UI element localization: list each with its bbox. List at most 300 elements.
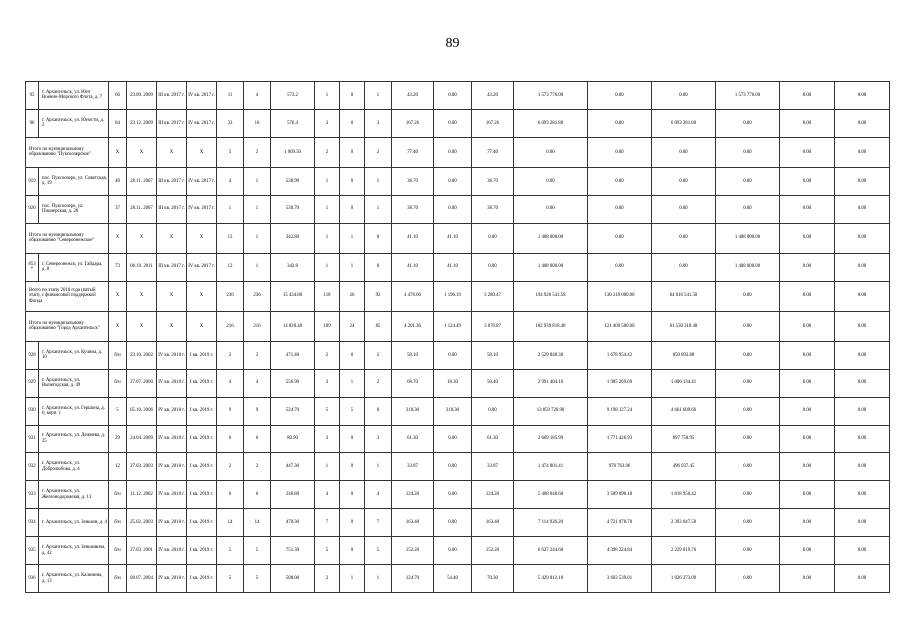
table-cell: 0.00 — [835, 167, 890, 195]
table-cell: 1 408 000.00 — [514, 253, 588, 281]
table-cell: 2 — [315, 565, 340, 593]
table-cell: 0.00 — [434, 109, 472, 137]
table-cell: 124.20 — [472, 481, 514, 509]
table-cell: 1 069.50 — [271, 137, 315, 167]
table-cell: 0.00 — [835, 341, 890, 369]
table-cell: 2 529 848.30 — [514, 341, 588, 369]
table-cell: 0 — [340, 167, 365, 195]
table-cell: X — [127, 137, 157, 167]
table-cell: 43.20 — [392, 82, 434, 110]
table-cell: X — [109, 223, 127, 253]
table-cell: 11.12. 2002 — [127, 481, 157, 509]
table-cell: 121 409 500.00 — [588, 311, 652, 341]
table-cell: 2 — [315, 137, 340, 167]
table-cell: 0.00 — [780, 82, 835, 110]
table-cell: 54.40 — [434, 565, 472, 593]
table-cell: 28.11. 2007 — [127, 195, 157, 223]
table-cell: 0.00 — [434, 537, 472, 565]
summary-label: Итого по муниципальному образованию "Пуксоозерское" — [26, 137, 109, 167]
table-cell: 41.10 — [434, 223, 472, 253]
table-cell: 0.00 — [780, 137, 835, 167]
table-cell: 0.00 — [835, 481, 890, 509]
table-cell: 0.00 — [514, 195, 588, 223]
table-cell: 0.00 — [716, 341, 780, 369]
table-cell: 2 229 019.76 — [652, 537, 716, 565]
table-cell: IV кв. 2018 г. — [157, 397, 187, 425]
table-cell: 5 — [217, 565, 244, 593]
table-cell: 124.70 — [392, 565, 434, 593]
table-cell: 13 — [217, 253, 244, 281]
address-cell: г. Архангельск, ул. Вычегодская, д. 49 — [39, 369, 109, 397]
table-cell: 24 — [340, 311, 365, 341]
address-cell: г. Архангельск, ул. Гершона, д. 6, корп. 1 — [39, 397, 109, 425]
table-cell: 1 — [365, 82, 392, 110]
table-cell: 0.00 — [780, 397, 835, 425]
row-number-cell: 930 — [26, 397, 39, 425]
table-cell: 38.70 — [472, 195, 514, 223]
table-cell: 6 — [244, 481, 271, 509]
table-cell: 2 669 185.99 — [514, 425, 588, 453]
table-cell: 14 — [217, 509, 244, 537]
table-cell: 61.30 — [392, 425, 434, 453]
table-cell: 23.12. 2009 — [127, 109, 157, 137]
table-cell: 0 — [340, 453, 365, 481]
table-cell: 0.00 — [835, 537, 890, 565]
table-cell: 1 — [217, 195, 244, 223]
table-cell: 25.02. 2003 — [127, 509, 157, 537]
table-cell: 163.40 — [392, 509, 434, 537]
table-cell: 5 — [315, 397, 340, 425]
table-cell: 1 — [244, 253, 271, 281]
table-row — [26, 481, 890, 509]
table-cell: 530.70 — [271, 195, 315, 223]
table-cell: 471.40 — [271, 341, 315, 369]
table-cell: 2 — [315, 341, 340, 369]
table-cell: 12 — [109, 453, 127, 481]
table-cell: 0.00 — [780, 369, 835, 397]
table-row — [26, 565, 890, 593]
table-cell: 3 — [315, 109, 340, 137]
table-cell: 0.00 — [835, 281, 890, 311]
table-cell: IV кв. 2018 г. — [157, 565, 187, 593]
table-cell: 0 — [340, 481, 365, 509]
summary-row — [26, 223, 890, 253]
table-cell: 85 — [365, 311, 392, 341]
table-cell: 0.00 — [588, 167, 652, 195]
table-cell: 0.00 — [652, 137, 716, 167]
table-cell: 0.00 — [716, 195, 780, 223]
row-number-cell: 932 — [26, 453, 39, 481]
table-cell: III кв. 2017 г. — [157, 253, 187, 281]
table-cell: I кв. 2019 г. — [187, 453, 217, 481]
table-cell: 130 310 000.00 — [588, 281, 652, 311]
row-number-cell: 931 — [26, 425, 39, 453]
address-cell: г. Архангельск, ул. Зеньков, д. 4 — [39, 509, 109, 537]
table-cell: 4 — [315, 481, 340, 509]
table-cell: 10 — [244, 109, 271, 137]
table-cell: 152.20 — [392, 537, 434, 565]
table-cell: 0.00 — [716, 425, 780, 453]
row-number-cell: 936 — [26, 565, 39, 593]
table-cell: 3 589 090.18 — [588, 481, 652, 509]
table-cell: I кв. 2019 г. — [187, 537, 217, 565]
table-cell: 342.80 — [271, 223, 315, 253]
table-cell: 0.00 — [434, 481, 472, 509]
table-cell: 246.80 — [271, 481, 315, 509]
table-cell: 0.00 — [835, 425, 890, 453]
table-cell: 18.30 — [434, 369, 472, 397]
table-cell: 6 093 281.80 — [652, 109, 716, 137]
table-cell: 1 — [315, 223, 340, 253]
table-cell: 38.70 — [392, 195, 434, 223]
table-cell: 0.00 — [780, 223, 835, 253]
table-cell: IV кв. 2018 г. — [157, 369, 187, 397]
table-cell: 43.20 — [472, 82, 514, 110]
table-cell: 4 — [217, 167, 244, 195]
table-cell: 38.70 — [472, 167, 514, 195]
table-cell: 0.00 — [588, 195, 652, 223]
table-cell: 1 124.49 — [434, 311, 472, 341]
table-cell: 1 196.19 — [434, 281, 472, 311]
table-cell: 216 — [244, 311, 271, 341]
table-cell: 194 926 541.58 — [514, 281, 588, 311]
summary-row — [26, 137, 890, 167]
table-cell: IV кв. 2018 г. — [157, 453, 187, 481]
table-cell: 6 — [217, 425, 244, 453]
table-cell: 9 — [244, 397, 271, 425]
table-cell: 28.11. 2007 — [127, 167, 157, 195]
table-cell: 1 678 954.42 — [588, 341, 652, 369]
table-cell: 06.10. 2011 — [127, 253, 157, 281]
table-cell: 0.00 — [835, 397, 890, 425]
table-cell: 2 393 047.50 — [652, 509, 716, 537]
table-cell: X — [127, 281, 157, 311]
table-cell: I кв. 2019 г. — [187, 369, 217, 397]
table-cell: 0.00 — [835, 82, 890, 110]
table-cell: 5 — [340, 397, 365, 425]
table-cell: 0.00 — [835, 369, 890, 397]
table-cell: 0.00 — [652, 82, 716, 110]
table-cell: IV кв. 2017 г. — [187, 109, 217, 137]
table-cell: 50.40 — [472, 369, 514, 397]
table-cell: 4 398 224.84 — [588, 537, 652, 565]
table-cell: 41.10 — [392, 223, 434, 253]
table-cell: 1 — [315, 195, 340, 223]
table-cell: 0.00 — [716, 565, 780, 593]
address-cell: г. Архангельск, ул. Дежнева, д. 25 — [39, 425, 109, 453]
summary-row — [26, 311, 890, 341]
table-cell: 77.40 — [472, 137, 514, 167]
summary-row — [26, 281, 890, 311]
table-cell: 5 — [109, 397, 127, 425]
table-cell: 27.07. 2000 — [127, 369, 157, 397]
table-cell: 6 627 244.60 — [514, 537, 588, 565]
table-cell: X — [157, 137, 187, 167]
table-cell: 6 — [244, 425, 271, 453]
table-cell: 0.00 — [434, 453, 472, 481]
address-cell: г. Североонежск, ул. Гайдара, д. 8 — [39, 253, 109, 281]
table-cell: 118 — [315, 281, 340, 311]
table-cell: 0.00 — [514, 167, 588, 195]
table-cell: 33.87 — [392, 453, 434, 481]
row-number-cell: 96 — [26, 109, 39, 137]
table-cell: 1 408 000.00 — [514, 223, 588, 253]
table-cell: 2 — [365, 341, 392, 369]
table-cell: 216 — [217, 311, 244, 341]
table-cell: 3 603 539.01 — [588, 565, 652, 593]
table-cell: 182 939 818.48 — [514, 311, 588, 341]
table-cell: 3 — [315, 425, 340, 453]
table-cell: 6 — [217, 481, 244, 509]
table-cell: 1 — [315, 82, 340, 110]
table-cell: 4 721 878.70 — [588, 509, 652, 537]
table-cell: 1 — [315, 167, 340, 195]
table-cell: 0.00 — [835, 311, 890, 341]
table-cell: б/н — [109, 341, 127, 369]
table-cell: 0.00 — [780, 425, 835, 453]
table-cell: 3 — [365, 425, 392, 453]
table-cell: б/н — [109, 509, 127, 537]
table-cell: 64 616 541.58 — [652, 281, 716, 311]
table-cell: 236 — [244, 281, 271, 311]
table-cell: 1 — [340, 369, 365, 397]
table-cell: 236 — [217, 281, 244, 311]
table-cell: I кв. 2019 г. — [187, 397, 217, 425]
row-number-cell: 933 — [26, 481, 39, 509]
table-cell: 0.00 — [652, 195, 716, 223]
table-cell: 14 820.40 — [271, 311, 315, 341]
table-cell: 167.26 — [472, 109, 514, 137]
table-cell: 15 434.80 — [271, 281, 315, 311]
table-cell: 13 859 726.90 — [514, 397, 588, 425]
table-cell: 0.00 — [652, 167, 716, 195]
table-cell: 0.00 — [716, 509, 780, 537]
table-cell: 556.90 — [271, 369, 315, 397]
table-cell: 3 280.47 — [472, 281, 514, 311]
table-cell: 0.00 — [780, 341, 835, 369]
table-cell: 850 893.88 — [652, 341, 716, 369]
table-cell: X — [109, 311, 127, 341]
table-cell: III кв. 2017 г. — [157, 195, 187, 223]
table-cell: 0.00 — [780, 109, 835, 137]
address-cell: г. Архангельск, ул. Добролюбова, д. 4 — [39, 453, 109, 481]
row-number-cell: 95 — [26, 82, 39, 110]
table-cell: 0 — [340, 341, 365, 369]
table-cell: 163.40 — [472, 509, 514, 537]
table-cell: 1 826 273.09 — [652, 565, 716, 593]
table-cell: IV кв. 2017 г. — [187, 167, 217, 195]
table-cell: 0.00 — [716, 311, 780, 341]
table-cell: IV кв. 2018 г. — [157, 509, 187, 537]
table-cell: 38.70 — [392, 167, 434, 195]
table-cell: 5 — [315, 537, 340, 565]
table-cell: X — [109, 281, 127, 311]
table-cell: 0.00 — [780, 453, 835, 481]
table-cell: 27.03. 2003 — [127, 453, 157, 481]
table-cell: 447.30 — [271, 453, 315, 481]
table-cell: 1 573 776.00 — [716, 82, 780, 110]
table-cell: 77.40 — [392, 137, 434, 167]
table-cell: X — [109, 137, 127, 167]
table-cell: 0.00 — [780, 509, 835, 537]
table-cell: 4 — [365, 481, 392, 509]
table-cell: 92 — [365, 281, 392, 311]
row-number-cell: 919 — [26, 167, 39, 195]
table-cell: I кв. 2019 г. — [187, 565, 217, 593]
table-cell: 1 — [365, 565, 392, 593]
table-cell: 2 — [244, 453, 271, 481]
table-cell: б/н — [109, 369, 127, 397]
table-cell: 37 — [109, 195, 127, 223]
table-cell: 1 408 000.00 — [716, 223, 780, 253]
table-cell: X — [187, 281, 217, 311]
table-cell: 3 — [217, 341, 244, 369]
table-cell: 0 — [340, 137, 365, 167]
row-number-cell: 853 * — [26, 253, 39, 281]
table-cell: 0.00 — [835, 109, 890, 137]
table-cell: 1 — [365, 195, 392, 223]
table-cell: 27.03. 2001 — [127, 537, 157, 565]
summary-label: Итого по муниципальному образованию "Североонежское" — [26, 223, 109, 253]
table-row — [26, 397, 890, 425]
table-cell: 897 758.95 — [652, 425, 716, 453]
table-cell: 0.00 — [716, 369, 780, 397]
table-cell: III кв. 2017 г. — [157, 109, 187, 137]
table-cell: 0 — [340, 425, 365, 453]
table-cell: 0.00 — [472, 223, 514, 253]
table-cell: 124.20 — [392, 481, 434, 509]
table-cell: 0.00 — [434, 167, 472, 195]
address-cell: г. Архангельск, ул. Железнодорожная, д. 13 — [39, 481, 109, 509]
table-cell: 0.00 — [780, 537, 835, 565]
table-cell: 167.26 — [392, 109, 434, 137]
table-cell: 1 — [244, 223, 271, 253]
table-cell: 0.00 — [716, 167, 780, 195]
table-cell: I кв. 2019 г. — [187, 425, 217, 453]
table-cell: X — [127, 311, 157, 341]
row-number-cell: 928 — [26, 341, 39, 369]
table-cell: 1 408 000.00 — [716, 253, 780, 281]
table-cell: 0.00 — [514, 137, 588, 167]
table-cell: б/н — [109, 481, 127, 509]
table-cell: 23.10. 2002 — [127, 341, 157, 369]
address-cell: г. Архангельск, ул. Зеньковича, д. 42 — [39, 537, 109, 565]
table-body — [26, 82, 890, 593]
table-cell: III кв. 2017 г. — [157, 82, 187, 110]
row-number-cell: 935 — [26, 537, 39, 565]
table-cell: IV кв. 2018 г. — [157, 537, 187, 565]
table-cell: 29 — [109, 425, 127, 453]
table-cell: 66 — [109, 82, 127, 110]
table-cell: 05.10. 2006 — [127, 397, 157, 425]
table-cell: 0.00 — [652, 253, 716, 281]
table-cell: 0.00 — [434, 425, 472, 453]
table-row — [26, 537, 890, 565]
table-cell: 58.10 — [392, 341, 434, 369]
table-cell: 70.30 — [472, 565, 514, 593]
table-cell: IV кв. 2017 г. — [187, 195, 217, 223]
table-cell: 478.30 — [271, 509, 315, 537]
table-cell: X — [127, 223, 157, 253]
address-cell: г. Архангельск, ул. Юнг Военно-Морского Флота, д. 7 — [39, 82, 109, 110]
table-cell: 1 — [340, 565, 365, 593]
table-row — [26, 453, 890, 481]
table-cell: 1 006 134.41 — [652, 369, 716, 397]
table-cell: X — [187, 223, 217, 253]
table-cell: 0.00 — [835, 509, 890, 537]
row-number-cell: 929 — [26, 369, 39, 397]
table-cell: 4 — [244, 82, 271, 110]
table-cell: 0.00 — [780, 195, 835, 223]
table-cell: 2 — [244, 137, 271, 167]
table-cell: 0.00 — [434, 82, 472, 110]
table-cell: 0.00 — [835, 223, 890, 253]
table-cell: 1 — [365, 453, 392, 481]
table-cell: 23.09. 2009 — [127, 82, 157, 110]
table-cell: IV кв. 2017 г. — [187, 253, 217, 281]
address-cell: пос. Пуксоозеро, ул. Пионерская, д. 20 — [39, 195, 109, 223]
table-cell: 1 — [340, 223, 365, 253]
table-cell: 152.20 — [472, 537, 514, 565]
address-cell: г. Архангельск, ул. Калинина, д. 13 — [39, 565, 109, 593]
page-number: 89 — [445, 36, 460, 51]
table-cell: б/н — [109, 565, 127, 593]
table-cell: 4 661 609.66 — [652, 397, 716, 425]
table-cell: 0.00 — [716, 397, 780, 425]
summary-label: Итого по муниципальному образованию "Город Архангельск" — [26, 311, 109, 341]
table-row — [26, 369, 890, 397]
table-cell: IV кв. 2018 г. — [157, 341, 187, 369]
table-cell: б/н — [109, 537, 127, 565]
table-cell: 0.00 — [472, 253, 514, 281]
table-cell: 61 530 318.48 — [652, 311, 716, 341]
table-cell: 41.10 — [434, 253, 472, 281]
table-cell: 61.30 — [472, 425, 514, 453]
table-cell: 0.00 — [434, 341, 472, 369]
table-cell: 0.00 — [434, 195, 472, 223]
table-cell: 2 991 404.10 — [514, 369, 588, 397]
table-cell: 0.00 — [588, 109, 652, 137]
table-row — [26, 425, 890, 453]
table-cell: 5 — [217, 137, 244, 167]
table-cell: 0.00 — [716, 281, 780, 311]
table-cell: 24.04. 2009 — [127, 425, 157, 453]
table-row — [26, 253, 890, 281]
table-row — [26, 195, 890, 223]
table-cell: 3 — [244, 341, 271, 369]
table-cell: 1 474 801.41 — [514, 453, 588, 481]
summary-label: Всего по этапу 2018 года (пятый этап), с финансовой поддержкой Фонда — [26, 281, 109, 311]
table-cell: 0 — [365, 397, 392, 425]
table-cell: 496 037.45 — [652, 453, 716, 481]
table-cell: 4 201.36 — [392, 311, 434, 341]
table-cell: 5 408 040.60 — [514, 481, 588, 509]
table-cell: 7 114 926.20 — [514, 509, 588, 537]
table-cell: 0.00 — [716, 453, 780, 481]
table-cell: 14 — [244, 509, 271, 537]
table-cell: 0.00 — [588, 253, 652, 281]
table-cell: 0.00 — [835, 195, 890, 223]
table-cell: 2 — [365, 137, 392, 167]
table-cell: 73 — [109, 253, 127, 281]
table-cell: 84 — [109, 109, 127, 137]
table-row — [26, 341, 890, 369]
row-number-cell: 934 — [26, 509, 39, 537]
table-cell: IV кв. 2018 г. — [157, 481, 187, 509]
table-cell: 0 — [340, 509, 365, 537]
table-cell: 0.00 — [780, 167, 835, 195]
table-cell: IV кв. 2018 г. — [157, 425, 187, 453]
